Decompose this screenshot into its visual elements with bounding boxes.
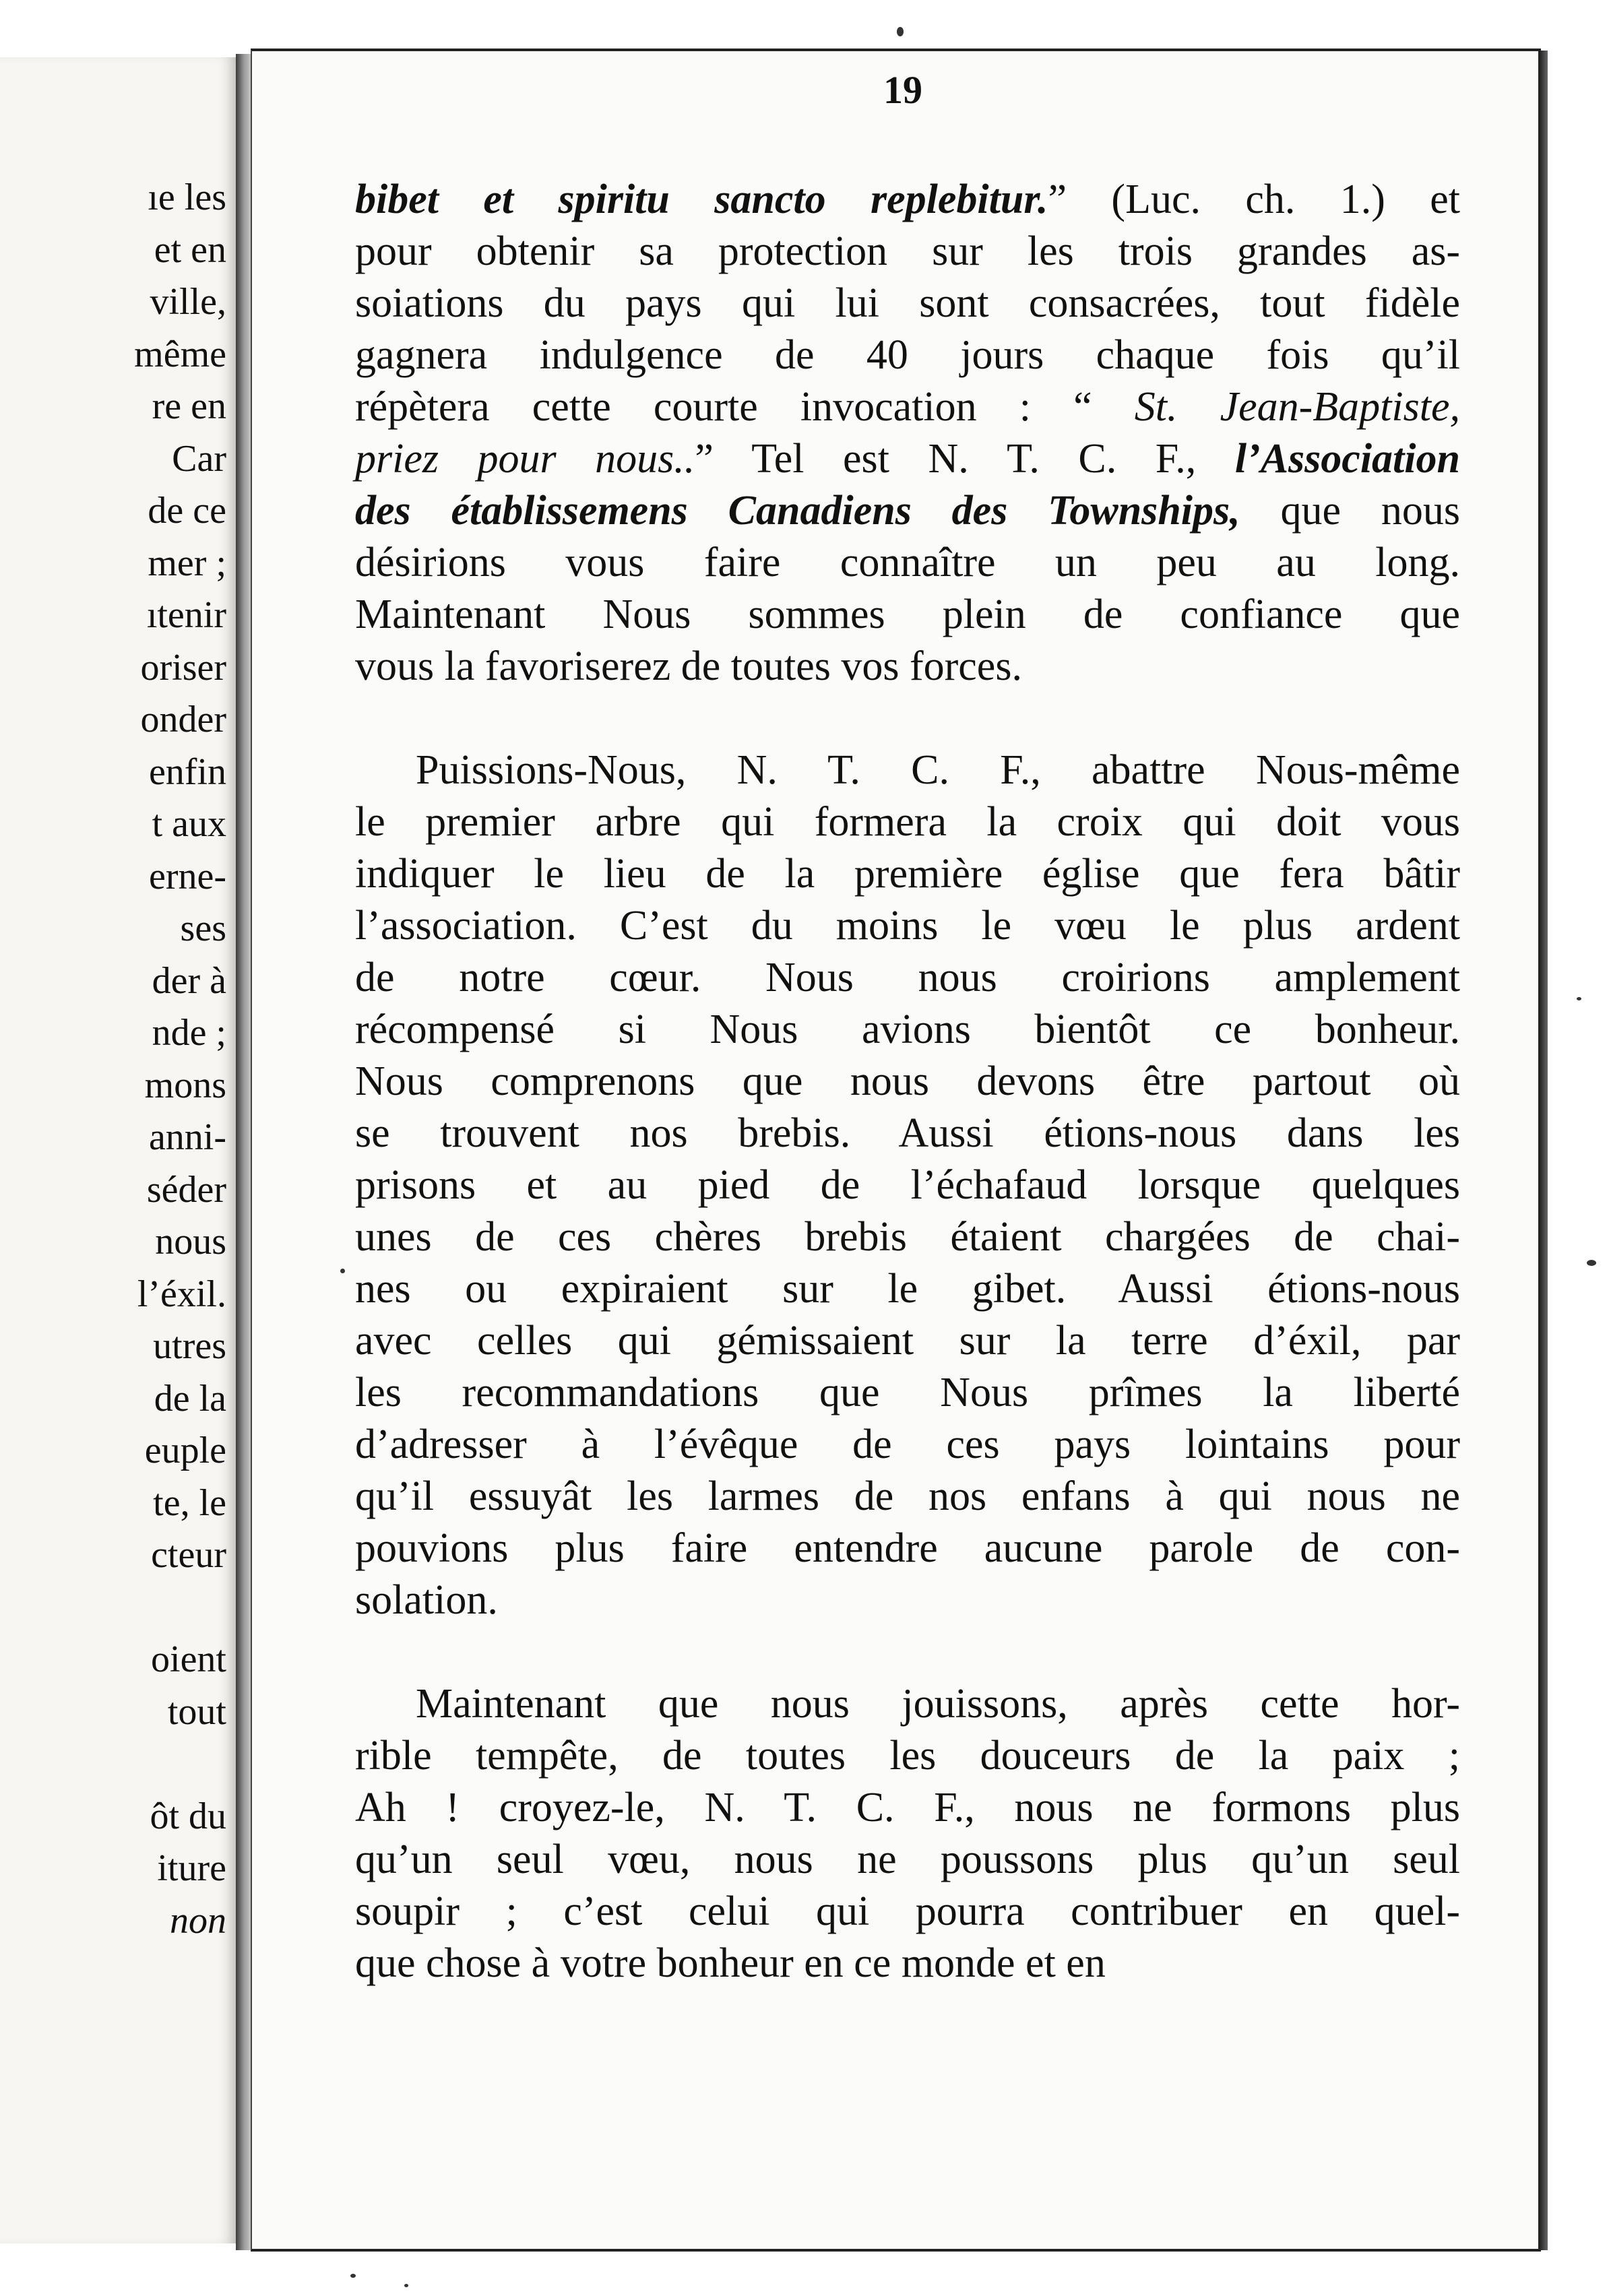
text-run: qu’il essuyât les larmes de nos enfans à qui nous ne [355, 1473, 1460, 1519]
text-line [355, 1367, 1460, 1419]
text-line [355, 1211, 1460, 1263]
text-run: Maintenant que nous jouissons, après cette hor- [416, 1681, 1460, 1727]
text-run: ” Tel est N. T. C. F., [695, 436, 1235, 482]
text-line [355, 1782, 1460, 1834]
left-page-text [4, 172, 226, 1947]
text-run: bibet et spiritu sancto replebitur. [355, 177, 1048, 222]
text-line [355, 485, 1460, 537]
text-run: l’association. C’est du moins le vœu le plus ardent [355, 903, 1460, 949]
body-text [355, 174, 1460, 1989]
speck [350, 2274, 356, 2278]
text-line [355, 1315, 1460, 1367]
text-line [355, 226, 1460, 278]
left-page-line: onder [140, 699, 226, 740]
left-page-line: de la [154, 1377, 226, 1420]
text-run: soiations du pays qui lui sont consacrées, tout fidèle [355, 280, 1460, 326]
text-run: de notre cœur. Nous nous croirions amplement [355, 955, 1460, 1000]
text-line [355, 744, 1460, 796]
left-page-line: te, le [153, 1481, 226, 1524]
left-page-line: oient [151, 1638, 226, 1680]
speck [404, 2284, 408, 2287]
left-page-line: enfin [148, 751, 226, 793]
text-run: les recommandations que Nous prîmes la liberté [355, 1370, 1460, 1415]
text-run: récompensé si Nous avions bientôt ce bonheur. [355, 1007, 1460, 1052]
left-page-line: non [170, 1899, 226, 1942]
text-line [355, 381, 1460, 433]
text-run: St. Jean-Baptiste, [1134, 384, 1461, 430]
text-run: Nous comprenons que nous devons être partout où [355, 1058, 1460, 1104]
text-run: qu’un seul vœu, nous ne poussons plus qu’un seul [355, 1837, 1460, 1882]
text-run: l’Association [1234, 436, 1460, 482]
text-line [355, 589, 1460, 641]
text-run: Ah ! croyez-le, N. T. C. F., nous ne formons plus [355, 1785, 1460, 1830]
left-page-line: der à [152, 959, 226, 1002]
text-run: vous la favoriserez de toutes vos forces. [355, 643, 1022, 689]
left-page-line: re en [152, 385, 226, 427]
left-page-line: cteur [151, 1534, 226, 1576]
left-page-line: l’éxil. [137, 1273, 226, 1315]
text-run: se trouvent nos brebis. Aussi étions-nous dans les [355, 1110, 1460, 1156]
text-line [355, 174, 1460, 226]
left-page-line: utres [153, 1325, 226, 1367]
left-page-line: oriser [140, 646, 226, 689]
text-run: soupir ; c’est celui qui pourra contribuer en quel- [355, 1888, 1460, 1934]
text-line [355, 1056, 1460, 1108]
text-run: d’adresser à l’évêque de ces pays lointains pour [355, 1422, 1460, 1467]
left-page-line: ıe les [148, 177, 226, 218]
text-run: que nous [1240, 488, 1460, 534]
text-run: nes ou expiraient sur le gibet. Aussi étions-nous [355, 1266, 1460, 1312]
left-page-line: même [134, 333, 226, 375]
text-line [355, 1834, 1460, 1886]
text-line [355, 796, 1460, 848]
speck [340, 1269, 345, 1273]
text-run: priez pour nous.. [355, 436, 695, 482]
text-line [355, 433, 1460, 485]
left-page-line: t aux [152, 803, 226, 845]
left-page-line: ôt du [150, 1795, 226, 1837]
text-line [355, 1471, 1460, 1523]
speck [1587, 1260, 1596, 1266]
text-line [355, 329, 1460, 381]
text-line [355, 1159, 1460, 1211]
text-run: gagnera indulgence de 40 jours chaque fois qu’il [355, 332, 1460, 378]
text-line [355, 1004, 1460, 1056]
text-run: pour obtenir sa protection sur les trois grandes as- [355, 228, 1460, 274]
text-run: unes de ces chères brebis étaient chargées de chai- [355, 1214, 1460, 1260]
text-run: solation. [355, 1577, 498, 1623]
text-run: désirions vous faire connaître un peu au long. [355, 540, 1460, 585]
text-run: Maintenant Nous sommes plein de confiance que [355, 592, 1460, 637]
paragraph-gap [355, 1626, 1460, 1678]
paragraph-gap [355, 693, 1460, 744]
text-run: rible tempête, de toutes les douceurs de la paix ; [355, 1733, 1460, 1779]
speck [1577, 997, 1581, 1000]
text-line [355, 1678, 1460, 1730]
page-number: 19 [883, 68, 922, 112]
left-page-line: mons [144, 1064, 226, 1106]
text-line [355, 848, 1460, 900]
left-page-line: nde ; [152, 1012, 226, 1054]
text-run: le premier arbre qui formera la croix qui doit vous [355, 799, 1460, 845]
text-line [355, 1419, 1460, 1471]
text-line [355, 1886, 1460, 1938]
text-line [355, 1263, 1460, 1315]
text-run: répètera cette courte invocation : “ [355, 384, 1135, 430]
left-page-line: mer ; [148, 542, 226, 584]
text-run: des établissemens Canadiens des Townships, [355, 488, 1240, 534]
left-page-line: Car [172, 437, 226, 480]
left-page-line: ses [180, 907, 226, 949]
left-page-line: ville, [150, 281, 226, 323]
text-line [355, 1523, 1460, 1574]
left-page-line: iture [157, 1847, 226, 1889]
left-page-line: tout [167, 1690, 226, 1733]
text-line [355, 1730, 1460, 1782]
left-page-line: et en [154, 228, 226, 271]
text-run: indiquer le lieu de la première église que fera bâtir [355, 851, 1460, 897]
page-edge [1540, 51, 1548, 2250]
text-run: pouvions plus faire entendre aucune parole de con- [355, 1525, 1460, 1571]
left-page-line: nous [155, 1221, 226, 1263]
text-line [355, 1574, 1460, 1626]
text-line [355, 278, 1460, 329]
text-line [355, 1938, 1460, 1989]
speck [897, 27, 904, 36]
text-line [355, 641, 1460, 693]
left-page-line: ıtenir [146, 594, 226, 636]
left-page-line: anni- [148, 1116, 226, 1158]
text-run: Puissions-Nous, N. T. C. F., abattre Nous-même [416, 747, 1460, 793]
left-page-line: euple [144, 1430, 226, 1471]
text-line [355, 952, 1460, 1004]
left-page-line: de ce [148, 490, 226, 532]
text-line [355, 537, 1460, 589]
left-page-line [4, 1738, 226, 1791]
left-facing-page [0, 57, 238, 2243]
text-run: que chose à votre bonheur en ce monde et en [355, 1940, 1106, 1986]
text-line [355, 900, 1460, 952]
left-page-line: erne- [148, 855, 226, 897]
left-page-line: séder [146, 1168, 226, 1211]
text-run: ” (Luc. ch. 1.) et [1048, 177, 1461, 222]
text-line [355, 1108, 1460, 1159]
left-page-line [4, 1582, 226, 1634]
text-run: avec celles qui gémissaient sur la terre d’éxil, par [355, 1318, 1460, 1364]
text-run: prisons et au pied de l’échafaud lorsque quelques [355, 1162, 1460, 1208]
